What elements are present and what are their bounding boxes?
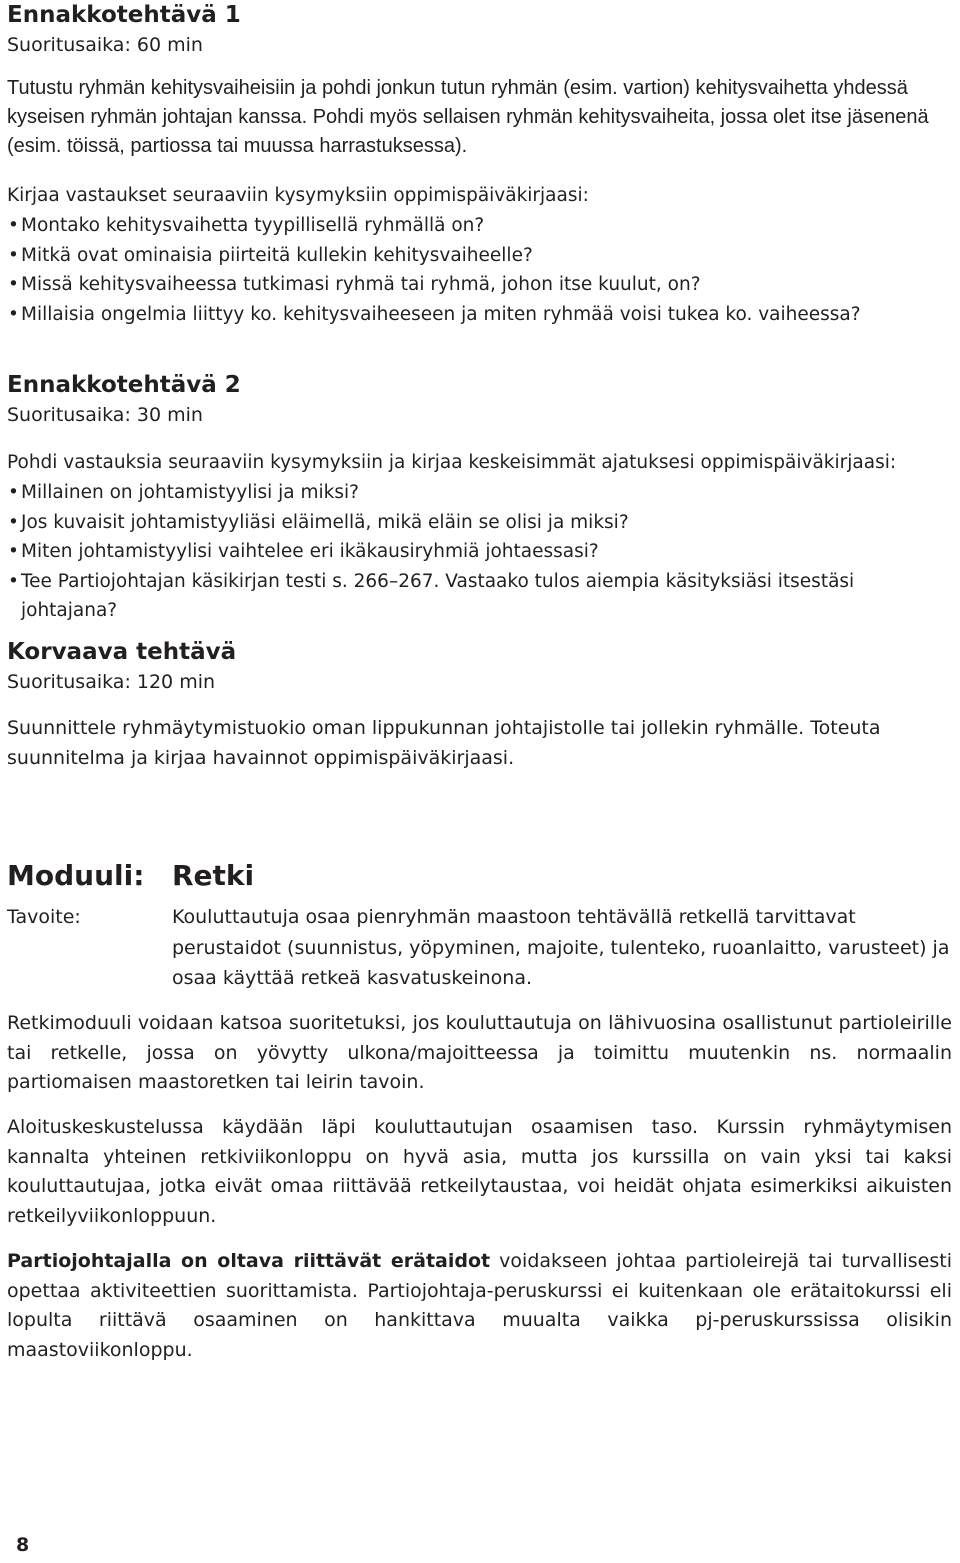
paragraph-3	[7, 1247, 952, 1365]
task1-title: Ennakkotehtävä 1	[7, 2, 241, 28]
bullet-icon: •	[8, 215, 19, 236]
paragraph-1: Retkimoduuli voidaan katsoa suoritetuksi, jos kouluttautuja on lähivuosina osallistunut partioleirille tai retkelle, jossa on yövytty ulkona/majoitteessa ja toimittu muutenkin ns. normaalin partiomaisen maastoretken tai leirin tavoin.	[7, 1012, 952, 1093]
task2-prompt: Pohdi vastauksia seuraaviin kysymyksiin ja kirjaa keskeisimmät ajatuksesi oppimispäiväkirjaasi:	[7, 452, 897, 473]
module-paragraph-2	[7, 1113, 952, 1231]
task2-section	[7, 370, 952, 430]
task3-title: Korvaava tehtävä	[7, 639, 237, 665]
module-name: Retki	[172, 859, 255, 892]
task2-question-list	[7, 478, 952, 626]
list-item: • Mitkä ovat ominaisia piirteitä kullekin kehitysvaiheelle?	[7, 241, 952, 271]
list-item: • Millaisia ongelmia liittyy ko. kehitysvaiheeseen ja miten ryhmää voisi tukea ko. vaiheessa?	[7, 300, 952, 330]
bullet-icon: •	[8, 482, 19, 503]
goal-text: Kouluttautuja osaa pienryhmän maastoon tehtävällä retkellä tarvittavat perustaidot (suunnistus, yöpyminen, majoite, tulenteko, ruoanlaitto, varusteet) ja osaa käyttää retkeä kasvatuskeinona.	[172, 906, 950, 989]
task2-questions-block	[7, 448, 952, 626]
module-label: Moduuli:	[7, 859, 145, 892]
module-paragraph-1	[7, 1009, 952, 1098]
paragraph-3-bold: Partiojohtajalla on oltava riittävät erätaidot	[7, 1250, 491, 1272]
bullet-icon: •	[8, 570, 19, 592]
task1-questions-block	[7, 181, 952, 329]
bullet-icon: •	[8, 274, 19, 296]
task2-title: Ennakkotehtävä 2	[7, 372, 241, 398]
page-number: 8	[16, 1534, 30, 1556]
task3-time: Suoritusaika: 120 min	[7, 671, 216, 693]
task1-question-list	[7, 211, 952, 329]
list-item: • Jos kuvaisit johtamistyyliäsi eläimellä, mikä eläin se olisi ja miksi?	[7, 508, 952, 538]
task2-time: Suoritusaika: 30 min	[7, 404, 203, 426]
task3-section	[7, 637, 952, 697]
task1-section	[7, 0, 952, 60]
task1-intro: Tutustu ryhmän kehitysvaiheisiin ja pohdi jonkun tutun ryhmän (esim. vartion) kehitysvaihetta yhdessä kyseisen ryhmän johtajan kanssa. Pohdi myös sellaisen ryhmän kehitysvaiheita, jossa olet itse jäsenenä (esim. töissä, partiossa tai muussa harrastuksessa).	[7, 77, 929, 157]
list-item: • Montako kehitysvaihetta tyypillisellä ryhmällä on?	[7, 211, 952, 241]
paragraph-2: Aloituskeskustelussa käydään läpi kouluttautujan osaamisen taso. Kurssin ryhmäytymisen kannalta yhteinen retkiviikonloppu on hyvä asia, mutta jos kurssilla on vain yksi tai kaksi kouluttautujaa, jotka eivät omaa riittävää retkeilytaustaa, voi heidät ohjata esimerkiksi aikuisten retkeilyviikonloppuun.	[7, 1116, 952, 1227]
task1-prompt: Kirjaa vastaukset seuraaviin kysymyksiin oppimispäiväkirjaasi:	[7, 185, 589, 206]
module-heading	[7, 859, 952, 893]
paragraph-3-rest: voidakseen johtaa partioleirejä tai turvallisesti opettaa aktiviteettien suorittamista. Partiojohtaja-peruskurssi ei kuitenkaan ole erätaitokurssi eli lopulta riittävä osaaminen on hankittava muualta vaikka pj-peruskurssissa olisikin maastoviikonloppu.	[7, 1250, 952, 1361]
task3-text: Suunnittele ryhmäytymistuokio oman lippukunnan johtajistolle tai jollekin ryhmälle. Toteuta suunnitelma ja kirjaa havainnot oppimispäiväkirjaasi.	[7, 717, 881, 769]
list-item: • Tee Partiojohtajan käsikirjan testi s. 266–267. Vastaako tulos aiempia käsityksiäsi itsestäsi johtajana?	[7, 567, 952, 626]
bullet-icon: •	[8, 303, 19, 325]
goal-label: Tavoite:	[7, 906, 81, 928]
task1-time: Suoritusaika: 60 min	[7, 34, 203, 56]
list-item: • Millainen on johtamistyylisi ja miksi?	[7, 478, 952, 508]
module-paragraph-3	[7, 1247, 952, 1365]
task1-intro-block	[7, 74, 952, 161]
bullet-icon: •	[8, 511, 19, 533]
list-item: • Miten johtamistyylisi vaihtelee eri ikäkausiryhmiä johtaessasi?	[7, 537, 952, 567]
bullet-icon: •	[8, 244, 19, 266]
module-goal	[7, 902, 952, 997]
list-item: • Missä kehitysvaiheessa tutkimasi ryhmä tai ryhmä, johon itse kuulut, on?	[7, 270, 952, 300]
bullet-icon: •	[8, 541, 19, 563]
task3-text-block	[7, 714, 952, 773]
